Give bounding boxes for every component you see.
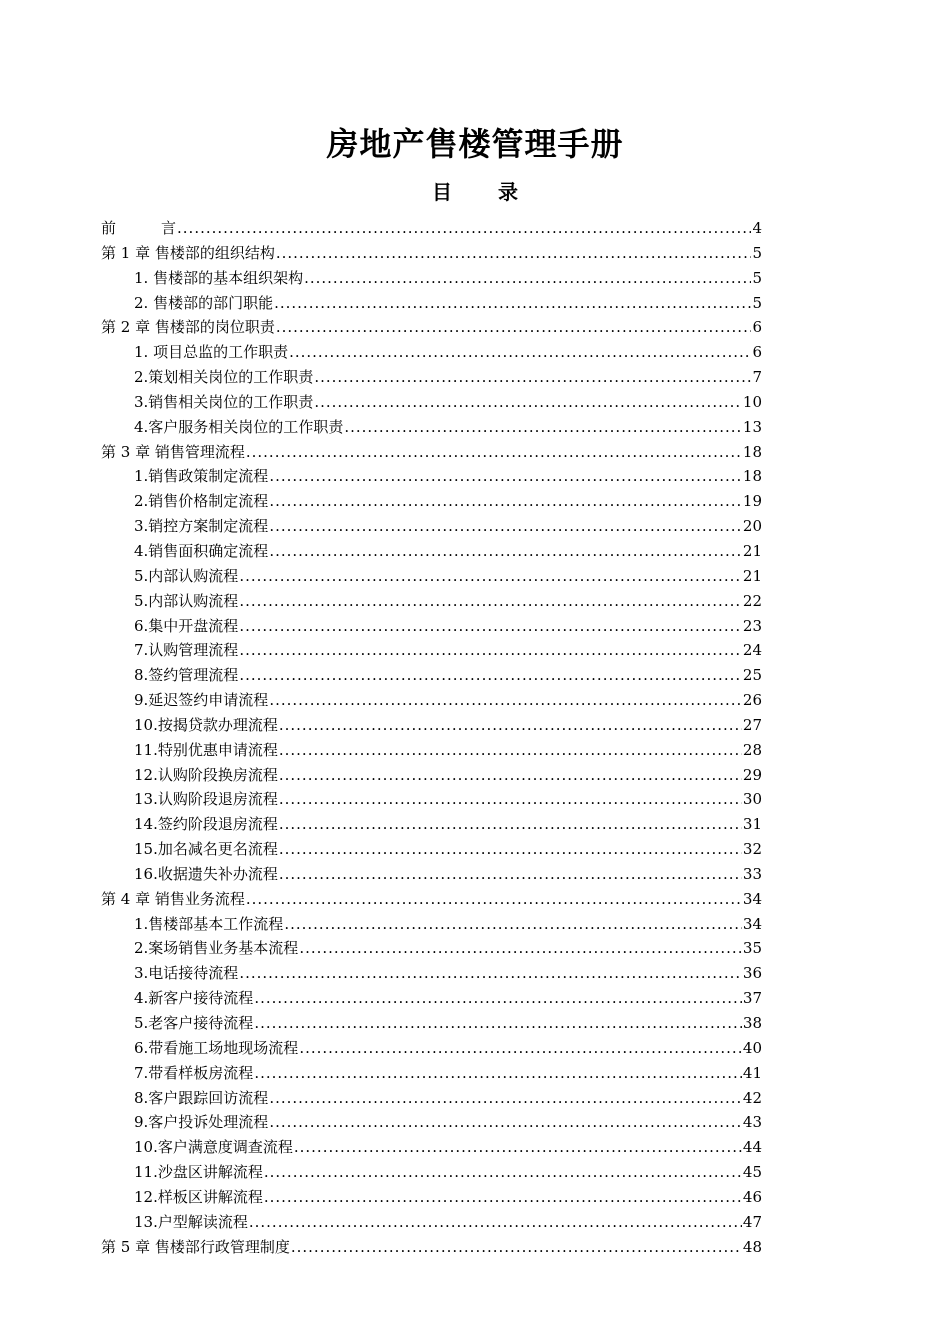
toc-dot-leader bbox=[344, 415, 742, 440]
toc-entry-chapter[interactable] bbox=[101, 315, 762, 340]
toc-dot-leader bbox=[276, 315, 752, 340]
toc-entry-section[interactable] bbox=[101, 1160, 762, 1185]
toc-entry-section[interactable] bbox=[101, 266, 762, 291]
toc-entry-section[interactable] bbox=[101, 1036, 762, 1061]
toc-entry-label: 第 3 章 销售管理流程 bbox=[101, 442, 245, 461]
toc-entry-page-number: 44 bbox=[742, 1138, 762, 1157]
toc-entry-page-number: 13 bbox=[742, 417, 762, 436]
toc-dot-leader bbox=[299, 1036, 742, 1061]
toc-entry-section[interactable] bbox=[101, 862, 762, 887]
toc-dot-leader bbox=[279, 812, 742, 837]
toc-entry-label: 2.策划相关岗位的工作职责 bbox=[134, 368, 314, 387]
toc-entry-label: 14.签约阶段退房流程 bbox=[134, 815, 278, 834]
toc-entry-page-number: 23 bbox=[742, 616, 762, 635]
toc-entry-page-number: 47 bbox=[742, 1212, 762, 1231]
toc-dot-leader bbox=[269, 1086, 742, 1111]
toc-dot-leader bbox=[279, 837, 742, 862]
toc-entry-section[interactable] bbox=[101, 1086, 762, 1111]
toc-entry-label: 7.带看样板房流程 bbox=[134, 1063, 254, 1082]
toc-entry-section[interactable] bbox=[101, 340, 762, 365]
toc-dot-leader bbox=[239, 638, 742, 663]
toc-entry-label: 4.客户服务相关岗位的工作职责 bbox=[134, 417, 344, 436]
toc-dot-leader bbox=[274, 291, 751, 316]
toc-entry-label: 5.老客户接待流程 bbox=[134, 1014, 254, 1032]
toc-entry-label: 5.内部认购流程 bbox=[134, 591, 239, 610]
toc-dot-leader bbox=[246, 887, 742, 912]
toc-entry-page-number: 36 bbox=[742, 964, 762, 983]
toc-entry-label: 第 4 章 销售业务流程 bbox=[101, 889, 245, 908]
toc-dot-leader bbox=[279, 862, 742, 887]
toc-entry-section[interactable] bbox=[101, 564, 762, 589]
toc-dot-leader bbox=[239, 614, 742, 639]
toc-entry-label: 第 2 章 售楼部的岗位职责 bbox=[101, 318, 275, 337]
toc-entry-section[interactable] bbox=[101, 837, 762, 862]
toc-entry-section[interactable] bbox=[101, 464, 762, 489]
toc-entry-section[interactable] bbox=[101, 390, 762, 415]
toc-entry-label: 第 1 章 售楼部的组织结构 bbox=[101, 243, 275, 262]
toc-dot-leader bbox=[246, 440, 742, 465]
toc-entry-page-number: 43 bbox=[742, 1113, 762, 1132]
toc-dot-leader bbox=[249, 1210, 742, 1235]
toc-entry-label: 6.集中开盘流程 bbox=[134, 616, 239, 635]
toc-entry-label: 前 言 bbox=[101, 219, 177, 237]
toc-entry-section[interactable] bbox=[101, 663, 762, 688]
toc-dot-leader bbox=[269, 464, 742, 489]
toc-entry-page-number: 5 bbox=[752, 268, 762, 287]
toc-entry-label: 3.销售相关岗位的工作职责 bbox=[134, 392, 314, 411]
toc-entry-page-number: 48 bbox=[742, 1237, 762, 1256]
toc-entry-section[interactable] bbox=[101, 291, 762, 316]
toc-entry-label: 10.客户满意度调查流程 bbox=[134, 1138, 293, 1157]
toc-entry-page-number: 5 bbox=[752, 293, 762, 312]
toc-entry-page-number: 6 bbox=[752, 318, 762, 337]
toc-entry-page-number: 20 bbox=[742, 517, 762, 536]
toc-dot-leader bbox=[314, 365, 751, 390]
toc-dot-leader bbox=[177, 216, 751, 241]
toc-dot-leader bbox=[314, 390, 742, 415]
toc-entry-section[interactable] bbox=[101, 688, 762, 713]
toc-entry-page-number: 35 bbox=[742, 939, 762, 958]
toc-entry-section[interactable] bbox=[101, 986, 762, 1011]
toc-entry-chapter[interactable] bbox=[101, 1235, 762, 1260]
toc-heading-right: 录 bbox=[498, 180, 518, 204]
toc-dot-leader bbox=[279, 787, 742, 812]
toc-entry-page-number: 31 bbox=[742, 815, 762, 834]
toc-entry-label: 12.样板区讲解流程 bbox=[134, 1187, 263, 1206]
toc-entry-page-number: 33 bbox=[742, 864, 762, 883]
toc-entry-section[interactable] bbox=[101, 936, 762, 961]
toc-entry-section[interactable] bbox=[101, 514, 762, 539]
toc-dot-leader bbox=[276, 241, 752, 266]
toc-dot-leader bbox=[294, 1135, 742, 1160]
toc-entry-page-number: 18 bbox=[742, 467, 762, 486]
toc-entry-page-number: 10 bbox=[742, 392, 762, 411]
toc-entry-page-number: 25 bbox=[742, 666, 762, 685]
toc-entry-section[interactable] bbox=[101, 614, 762, 639]
toc-entry-label: 1. 售楼部的基本组织架构 bbox=[134, 268, 304, 287]
toc-dot-leader bbox=[254, 1011, 742, 1036]
toc-entry-label: 11.沙盘区讲解流程 bbox=[134, 1163, 263, 1182]
toc-entry-label: 11.特别优惠申请流程 bbox=[134, 740, 278, 759]
toc-entry-label: 2. 售楼部的部门职能 bbox=[134, 293, 274, 312]
toc-entry-label: 1.销售政策制定流程 bbox=[134, 467, 269, 486]
toc-entry-page-number: 32 bbox=[742, 840, 762, 859]
toc-entry-label: 3.销控方案制定流程 bbox=[134, 517, 269, 536]
toc-entry-label: 6.带看施工场地现场流程 bbox=[134, 1038, 299, 1057]
toc-heading-left: 目 bbox=[432, 180, 452, 204]
toc-entry-section[interactable] bbox=[101, 638, 762, 663]
toc-entry-page-number: 7 bbox=[752, 368, 762, 387]
toc-entry-section[interactable] bbox=[101, 415, 762, 440]
toc-entry-chapter[interactable] bbox=[101, 241, 762, 266]
toc-entry-label: 第 5 章 售楼部行政管理制度 bbox=[101, 1237, 290, 1256]
toc-entry-section[interactable] bbox=[101, 912, 762, 937]
toc-heading bbox=[0, 176, 950, 208]
toc-dot-leader bbox=[264, 1185, 742, 1210]
toc-entry-page-number: 30 bbox=[742, 790, 762, 809]
toc-dot-leader bbox=[279, 738, 742, 763]
toc-entry-chapter[interactable] bbox=[101, 216, 762, 241]
toc-entry-label: 13.户型解读流程 bbox=[134, 1212, 248, 1231]
toc-entry-page-number: 21 bbox=[742, 566, 762, 585]
toc-entry-section[interactable] bbox=[101, 1110, 762, 1135]
toc-entry-page-number: 22 bbox=[742, 591, 762, 610]
toc-entry-label: 10.按揭贷款办理流程 bbox=[134, 715, 278, 734]
toc-entry-page-number: 40 bbox=[742, 1038, 762, 1057]
toc-dot-leader bbox=[291, 1235, 742, 1260]
toc-dot-leader bbox=[264, 1160, 742, 1185]
toc-entry-label: 9.客户投诉处理流程 bbox=[134, 1113, 269, 1132]
toc-entry-section[interactable] bbox=[101, 1135, 762, 1160]
toc-entry-page-number: 41 bbox=[742, 1063, 762, 1082]
toc-entry-label: 15.加名减名更名流程 bbox=[134, 840, 278, 859]
toc-entry-section[interactable] bbox=[101, 1210, 762, 1235]
toc-dot-leader bbox=[269, 1110, 742, 1135]
toc-dot-leader bbox=[254, 986, 742, 1011]
toc-entry-page-number: 34 bbox=[742, 889, 762, 908]
toc-entry-section[interactable] bbox=[101, 763, 762, 788]
toc-entry-label: 1. 项目总监的工作职责 bbox=[134, 343, 289, 362]
toc-entry-section[interactable] bbox=[101, 738, 762, 763]
toc-entry-label: 12.认购阶段换房流程 bbox=[134, 765, 278, 784]
toc-entry-page-number: 45 bbox=[742, 1163, 762, 1182]
toc-entry-page-number: 24 bbox=[742, 641, 762, 660]
toc-entry-label: 1.售楼部基本工作流程 bbox=[134, 914, 284, 933]
toc-entry-page-number: 46 bbox=[742, 1187, 762, 1206]
toc-entry-label: 3.电话接待流程 bbox=[134, 964, 239, 983]
toc-entry-section[interactable] bbox=[101, 1011, 762, 1036]
toc-entry-page-number: 19 bbox=[742, 492, 762, 511]
toc-dot-leader bbox=[279, 713, 742, 738]
document-title: 房地产售楼管理手册 bbox=[326, 125, 624, 163]
toc-entry-label: 8.签约管理流程 bbox=[134, 666, 239, 685]
toc-dot-leader bbox=[284, 912, 742, 937]
toc-entry-page-number: 28 bbox=[742, 740, 762, 759]
toc-dot-leader bbox=[239, 589, 742, 614]
toc-entry-page-number: 5 bbox=[752, 243, 762, 262]
toc-entry-page-number: 38 bbox=[742, 1014, 762, 1032]
toc-dot-leader bbox=[269, 539, 742, 564]
toc-entry-page-number: 42 bbox=[742, 1088, 762, 1107]
toc-entry-section[interactable] bbox=[101, 713, 762, 738]
toc-entry-section[interactable] bbox=[101, 365, 762, 390]
toc-entry-label: 4.新客户接待流程 bbox=[134, 989, 254, 1008]
toc-dot-leader bbox=[239, 663, 742, 688]
toc-entry-label: 16.收据遗失补办流程 bbox=[134, 864, 278, 883]
table-of-contents bbox=[101, 216, 762, 1259]
toc-entry-label: 9.延迟签约申请流程 bbox=[134, 691, 269, 710]
toc-entry-label: 8.客户跟踪回访流程 bbox=[134, 1088, 269, 1107]
toc-entry-section[interactable] bbox=[101, 1061, 762, 1086]
toc-entry-label: 5.内部认购流程 bbox=[134, 566, 239, 585]
toc-entry-page-number: 4 bbox=[752, 219, 762, 237]
toc-entry-label: 2.销售价格制定流程 bbox=[134, 492, 269, 511]
toc-entry-page-number: 37 bbox=[742, 989, 762, 1008]
toc-entry-section[interactable] bbox=[101, 787, 762, 812]
toc-entry-label: 13.认购阶段退房流程 bbox=[134, 790, 278, 809]
toc-entry-section[interactable] bbox=[101, 1185, 762, 1210]
toc-dot-leader bbox=[304, 266, 751, 291]
toc-dot-leader bbox=[269, 688, 742, 713]
toc-entry-label: 7.认购管理流程 bbox=[134, 641, 239, 660]
toc-entry-page-number: 18 bbox=[742, 442, 762, 461]
toc-dot-leader bbox=[239, 961, 742, 986]
toc-entry-label: 4.销售面积确定流程 bbox=[134, 541, 269, 560]
toc-entry-page-number: 6 bbox=[752, 343, 762, 362]
toc-entry-page-number: 26 bbox=[742, 691, 762, 710]
toc-entry-chapter[interactable] bbox=[101, 887, 762, 912]
toc-dot-leader bbox=[279, 763, 742, 788]
toc-dot-leader bbox=[269, 514, 742, 539]
toc-entry-section[interactable] bbox=[101, 812, 762, 837]
toc-dot-leader bbox=[299, 936, 742, 961]
toc-dot-leader bbox=[289, 340, 751, 365]
toc-entry-section[interactable] bbox=[101, 961, 762, 986]
toc-entry-page-number: 21 bbox=[742, 541, 762, 560]
toc-dot-leader bbox=[269, 489, 742, 514]
toc-entry-page-number: 29 bbox=[742, 765, 762, 784]
toc-entry-section[interactable] bbox=[101, 539, 762, 564]
toc-entry-page-number: 34 bbox=[742, 914, 762, 933]
toc-entry-section[interactable] bbox=[101, 489, 762, 514]
toc-dot-leader bbox=[254, 1061, 742, 1086]
toc-entry-page-number: 27 bbox=[742, 715, 762, 734]
toc-entry-label: 2.案场销售业务基本流程 bbox=[134, 939, 299, 958]
toc-entry-section[interactable] bbox=[101, 589, 762, 614]
toc-entry-chapter[interactable] bbox=[101, 440, 762, 465]
toc-dot-leader bbox=[239, 564, 742, 589]
